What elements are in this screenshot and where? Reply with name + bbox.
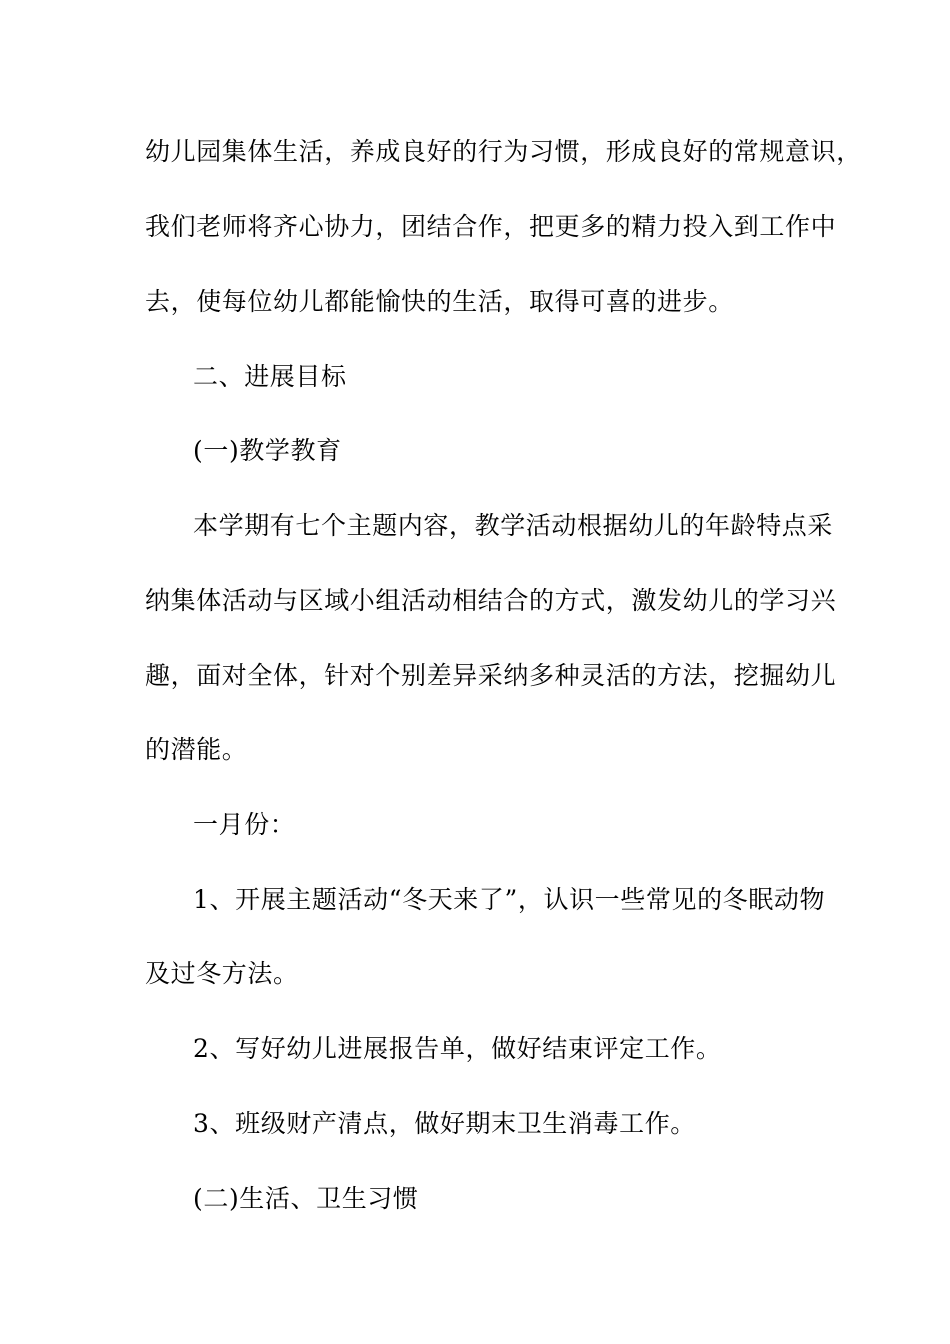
subsection-heading-teaching: (一)教学教育 [193,436,342,465]
list-item-3: 3、班级财产清点，做好期末卫生消毒工作。 [193,1109,696,1138]
list-item-2: 2、写好幼儿进展报告单，做好结束评定工作。 [193,1034,722,1063]
section-heading: 二、进展目标 [193,362,347,391]
paragraph-line-2: 我们老师将齐心协力，团结合作，把更多的精力投入到工作中 [145,212,837,241]
subsection-heading-hygiene: (二)生活、卫生习惯 [193,1184,419,1213]
paragraph-line-5: 纳集体活动与区域小组活动相结合的方式，激发幼儿的学习兴 [145,586,837,615]
paragraph-line-6: 趣，面对全体，针对个别差异采纳多种灵活的方法，挖掘幼儿 [145,661,837,690]
paragraph-line-1: 幼儿园集体生活，养成良好的行为习惯，形成良好的常规意识， [145,137,862,166]
paragraph-line-7: 的潜能。 [145,735,248,764]
month-heading: 一月份： [193,810,296,839]
list-item-1-continued: 及过冬方法。 [145,959,299,988]
list-item-1: 1、开展主题活动“冬天来了”，认识一些常见的冬眠动物 [193,885,826,914]
paragraph-line-4: 本学期有七个主题内容，教学活动根据幼儿的年龄特点采 [193,511,834,540]
paragraph-line-3: 去，使每位幼儿都能愉快的生活，取得可喜的进步。 [145,287,734,316]
